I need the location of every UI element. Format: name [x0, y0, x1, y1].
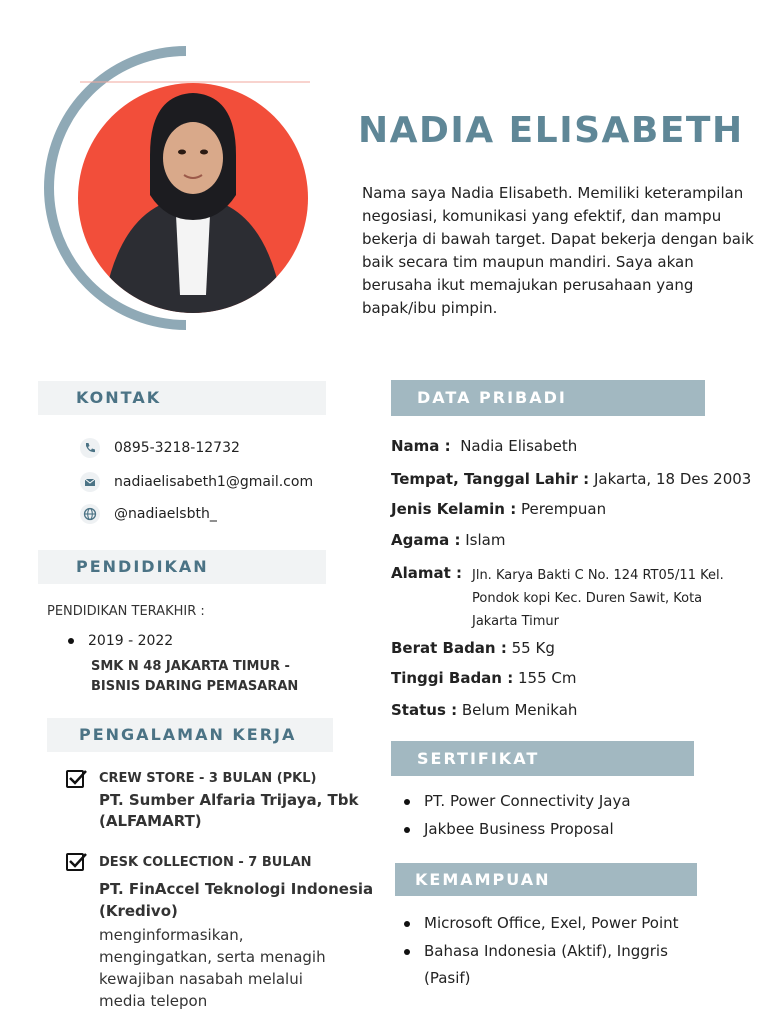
pi-nama: [391, 437, 577, 455]
pi-status-value: Belum Menikah: [461, 701, 578, 719]
pi-alamat-line1: Jln. Karya Bakti C No. 124 RT05/11 Kel.: [472, 568, 724, 583]
pi-tinggi-label: Tinggi Badan :: [391, 669, 514, 687]
experience-1-role: CREW STORE - 3 BULAN (PKL): [99, 771, 317, 786]
experience-1-company: PT. Sumber Alfaria Trijaya, Tbk: [99, 791, 359, 809]
experience-2-company-2: (Kredivo): [99, 902, 178, 920]
pi-tinggi-value: 155 Cm: [518, 669, 577, 687]
pi-ttl: [391, 470, 751, 488]
pi-ttl-label: Tempat, Tanggal Lahir :: [391, 470, 590, 488]
pi-alamat: [391, 564, 462, 582]
pi-nama-label: Nama :: [391, 437, 451, 455]
pendidikan-header: PENDIDIKAN: [38, 550, 326, 584]
sertifikat-item-2: [404, 820, 614, 838]
pendidikan-label: PENDIDIKAN TERAKHIR :: [47, 604, 205, 619]
pi-tinggi: [391, 669, 576, 687]
profile-photo-group: [40, 45, 320, 330]
experience-2-description: menginformasikan, mengingatkan, serta menagih kewajiban nasabah melalui media telepon: [99, 926, 326, 1010]
bullet-icon: [404, 921, 410, 927]
kemampuan-item-1: [404, 914, 679, 932]
kemampuan-item-2-text: Bahasa Indonesia (Aktif), Inggris: [424, 942, 668, 960]
kontak-header: KONTAK: [38, 381, 326, 415]
bullet-icon: [404, 799, 410, 805]
contact-phone: [80, 438, 240, 458]
profile-name: NADIA ELISABETH: [358, 110, 744, 151]
sertifikat-header: SERTIFIKAT: [391, 741, 694, 776]
pi-berat-label: Berat Badan :: [391, 639, 507, 657]
pi-berat-value: 55 Kg: [511, 639, 555, 657]
kemampuan-item-2: [404, 942, 668, 960]
pendidikan-years: [68, 633, 173, 649]
kemampuan-item-1-text: Microsoft Office, Exel, Power Point: [424, 914, 679, 932]
profile-summary: Nama saya Nadia Elisabeth. Memiliki keterampilan negosiasi, komunikasi yang efektif, dan mampu bekerja di bawah target. Dapat bekerja dengan baik baik secara tim maupun mandiri. Saya akan berusaha ikut memajukan perusahaan yang bapak/ibu pimpin.: [362, 184, 754, 317]
bullet-icon: [404, 827, 410, 833]
pi-status: [391, 701, 577, 719]
data-pribadi-header: DATA PRIBADI: [391, 380, 705, 416]
pi-alamat-label: Alamat :: [391, 564, 463, 582]
experience-2-role: DESK COLLECTION - 7 BULAN: [99, 855, 312, 870]
pi-agama: [391, 531, 505, 549]
pi-agama-label: Agama :: [391, 531, 461, 549]
kemampuan-item-2-cont: (Pasif): [424, 969, 471, 987]
pi-jk: [391, 500, 606, 518]
globe-icon: [80, 504, 100, 524]
pendidikan-years-text: 2019 - 2022: [88, 633, 174, 649]
checkbox-icon: [66, 853, 84, 871]
sertifikat-item-2-text: Jakbee Business Proposal: [424, 820, 614, 838]
contact-email: [80, 472, 313, 492]
pendidikan-school-1: SMK N 48 JAKARTA TIMUR -: [91, 659, 290, 674]
pi-alamat-line3: Jakarta Timur: [472, 614, 560, 629]
bullet-icon: [404, 949, 410, 955]
sertifikat-item-1-text: PT. Power Connectivity Jaya: [424, 792, 631, 810]
mail-icon: [80, 472, 100, 492]
pi-agama-value: Islam: [465, 531, 506, 549]
pi-berat: [391, 639, 555, 657]
pi-status-label: Status :: [391, 701, 458, 719]
sertifikat-item-1: [404, 792, 631, 810]
experience-1-company-2: (ALFAMART): [99, 812, 202, 830]
contact-social: [80, 504, 217, 524]
pi-alamat-value: [472, 564, 724, 633]
pengalaman-header: PENGALAMAN KERJA: [47, 718, 333, 752]
experience-2: [66, 853, 84, 872]
kemampuan-header: KEMAMPUAN: [395, 863, 697, 896]
profile-photo: [40, 45, 320, 330]
checkbox-icon: [66, 770, 84, 788]
contact-email-text: nadiaelisabeth1@gmail.com: [114, 474, 314, 490]
bullet-icon: [68, 638, 74, 644]
pi-jk-label: Jenis Kelamin :: [391, 500, 517, 518]
pendidikan-school-2: BISNIS DARING PEMASARAN: [91, 679, 299, 694]
contact-social-text: @nadiaelsbth_: [114, 506, 217, 522]
pi-ttl-value: Jakarta, 18 Des 2003: [593, 470, 752, 488]
experience-2-company: PT. FinAccel Teknologi Indonesia: [99, 880, 374, 898]
phone-icon: [80, 438, 100, 458]
pi-nama-value: Nadia Elisabeth: [460, 437, 578, 455]
contact-phone-text: 0895-3218-12732: [114, 440, 240, 456]
pi-alamat-line2: Pondok kopi Kec. Duren Sawit, Kota: [472, 591, 703, 606]
pi-jk-value: Perempuan: [520, 500, 607, 518]
experience-1: [66, 770, 84, 789]
